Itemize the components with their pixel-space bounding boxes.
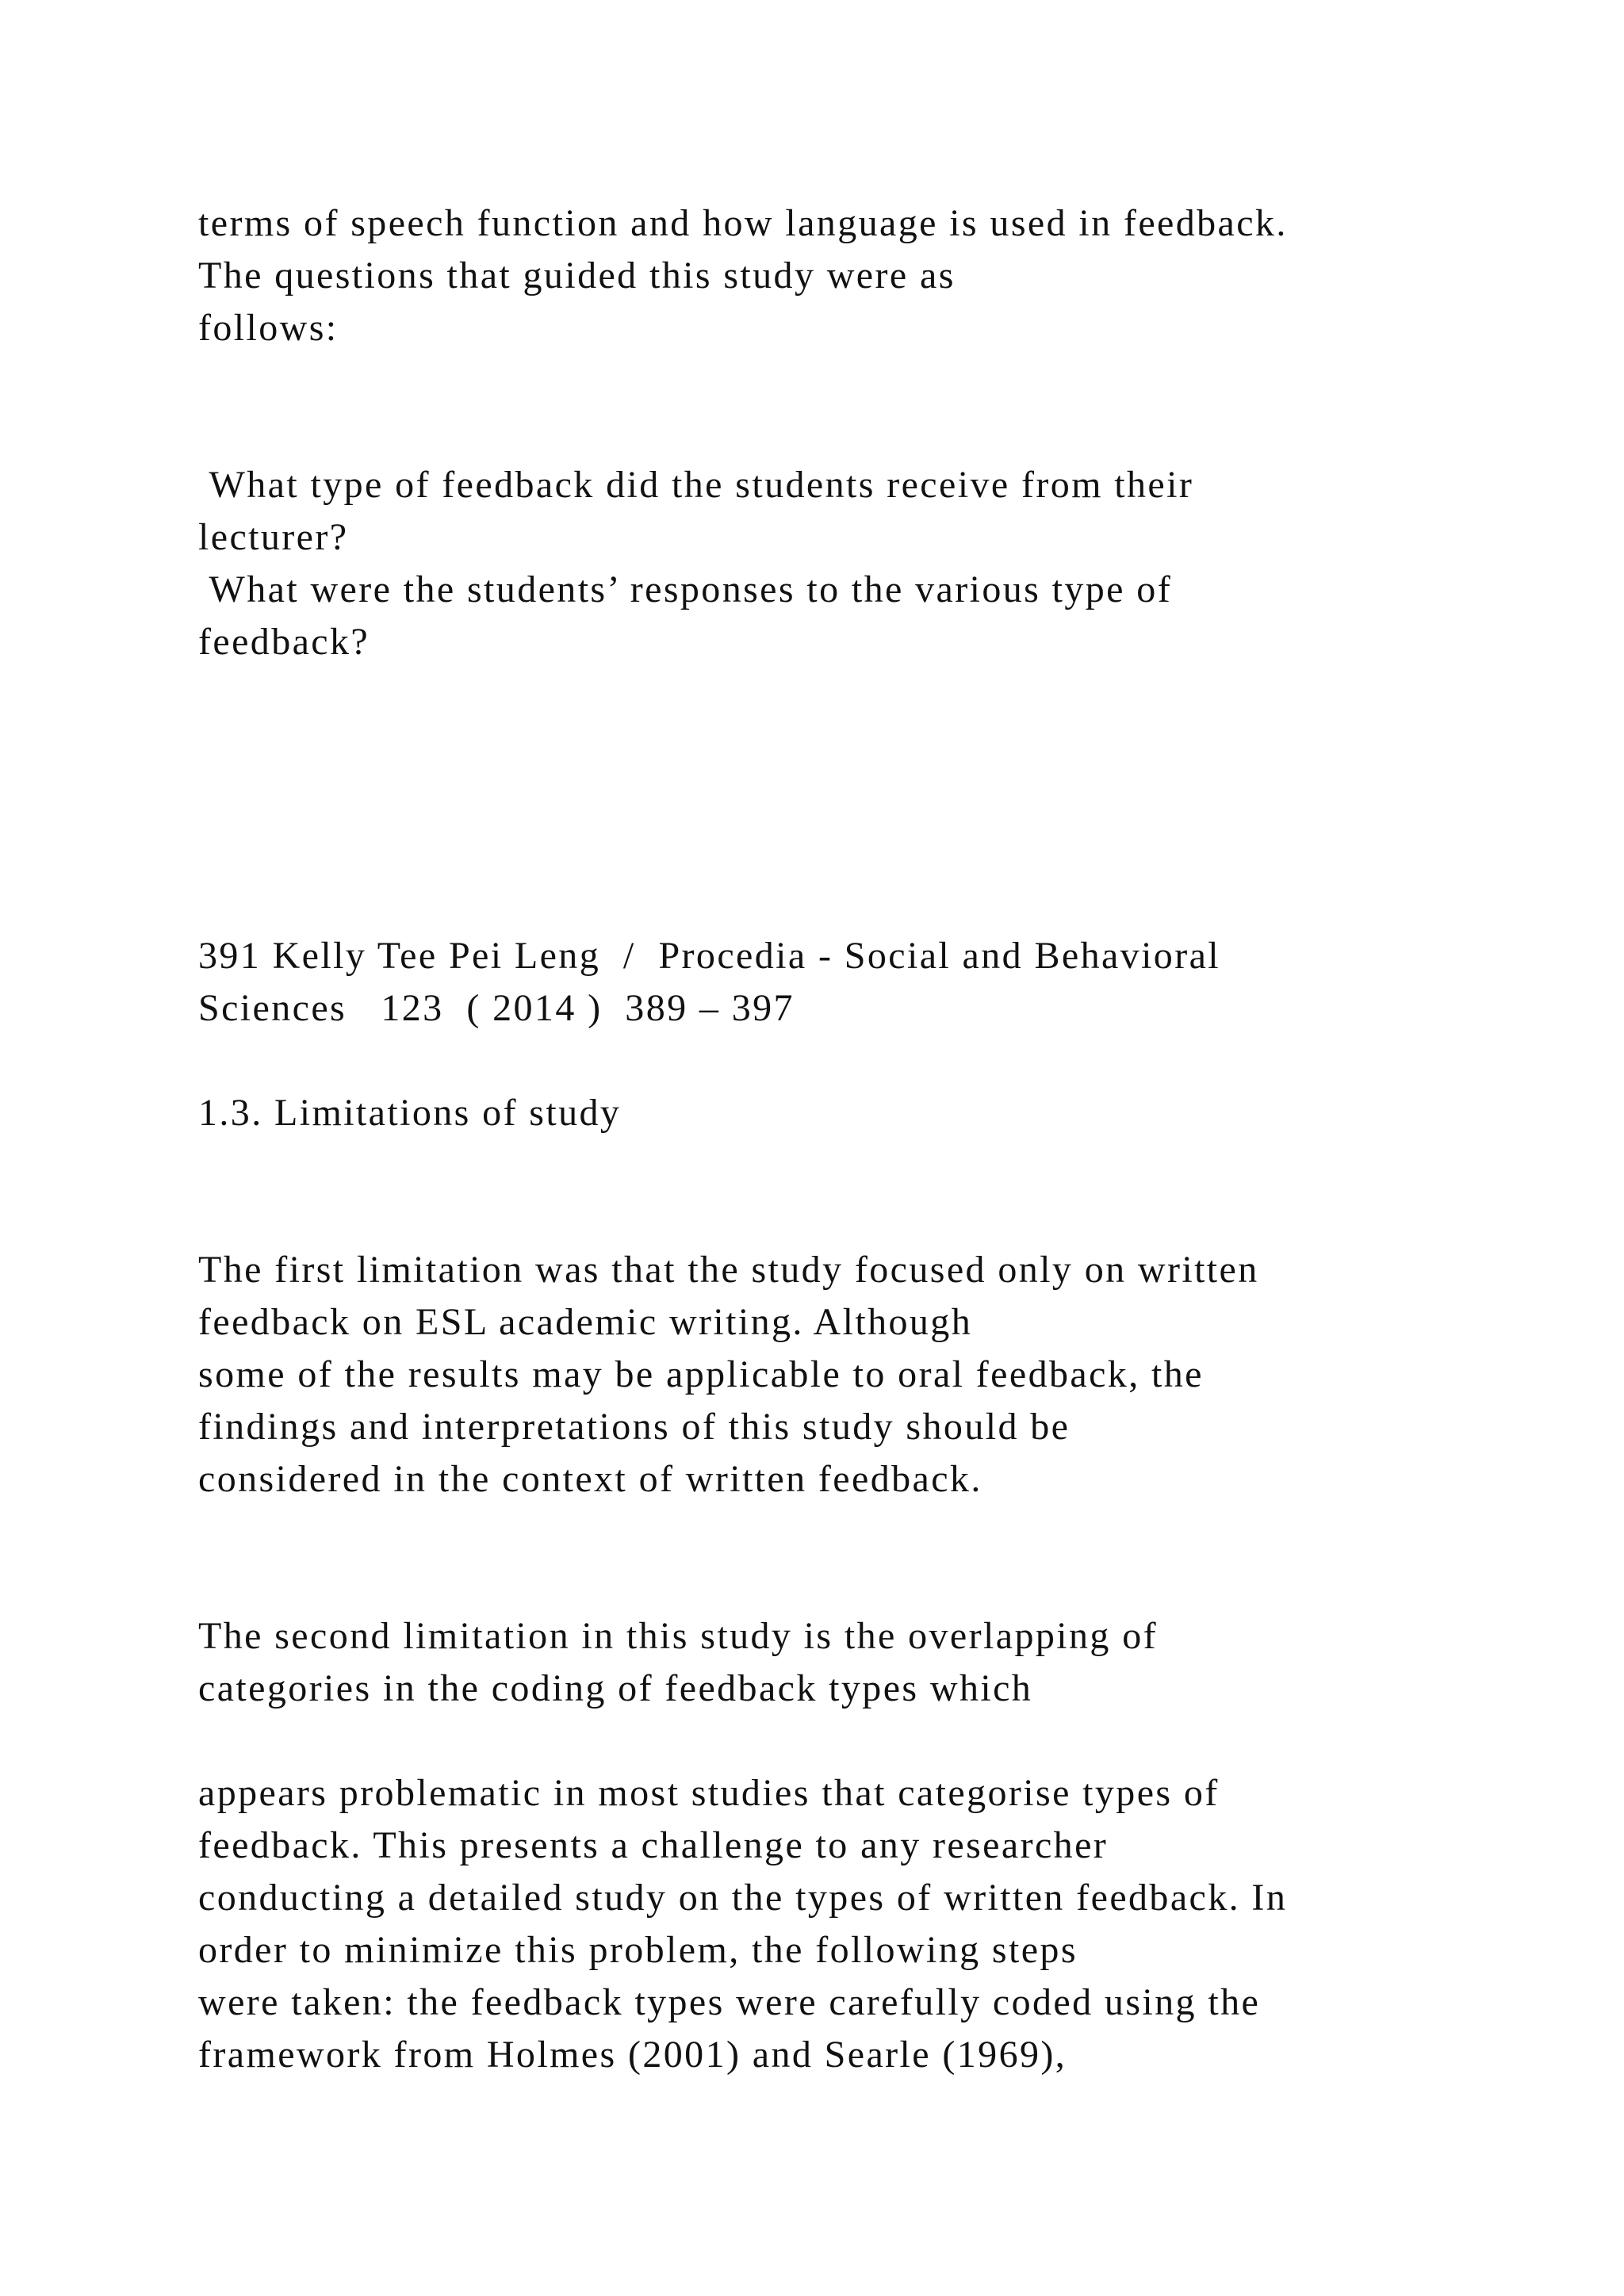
paragraph3-line-6: framework from Holmes (2001) and Searle (1969), (198, 2034, 1067, 2076)
paragraph1-line-4: findings and interpretations of this study should be (198, 1406, 1071, 1448)
paragraph3-line-4: order to minimize this problem, the following steps (198, 1929, 1078, 1971)
paragraph3-line-5: were taken: the feedback types were carefully coded using the (198, 1981, 1261, 2023)
question-line-3: What were the students’ responses to the various type of (198, 568, 1173, 610)
question-line-2: lecturer? (198, 516, 349, 558)
intro-line-2: The questions that guided this study were as (198, 254, 956, 297)
section-heading: 1.3. Limitations of study (198, 1092, 622, 1134)
running-header-line-1: 391 Kelly Tee Pei Leng / Procedia - Social and Behavioral (198, 935, 1221, 977)
intro-line-1: terms of speech function and how language is used in feedback. (198, 202, 1288, 244)
question-line-4: feedback? (198, 621, 370, 663)
paragraph2-line-1: The second limitation in this study is the overlapping of (198, 1615, 1158, 1657)
paragraph1-line-5: considered in the context of written feedback. (198, 1458, 982, 1500)
intro-line-3: follows: (198, 307, 339, 349)
paragraph1-line-1: The first limitation was that the study focused only on written (198, 1249, 1259, 1291)
paragraph3-line-2: feedback. This presents a challenge to any researcher (198, 1824, 1109, 1866)
paragraph1-line-2: feedback on ESL academic writing. Although (198, 1301, 973, 1343)
paragraph3-line-1: appears problematic in most studies that categorise types of (198, 1772, 1220, 1814)
paragraph1-line-3: some of the results may be applicable to oral feedback, the (198, 1353, 1204, 1395)
paragraph3-line-3: conducting a detailed study on the types of written feedback. In (198, 1877, 1288, 1919)
question-line-1: What type of feedback did the students receive from their (198, 464, 1194, 506)
running-header-line-2: Sciences 123 ( 2014 ) 389 – 397 (198, 987, 795, 1029)
paragraph2-line-2: categories in the coding of feedback types which (198, 1667, 1033, 1709)
